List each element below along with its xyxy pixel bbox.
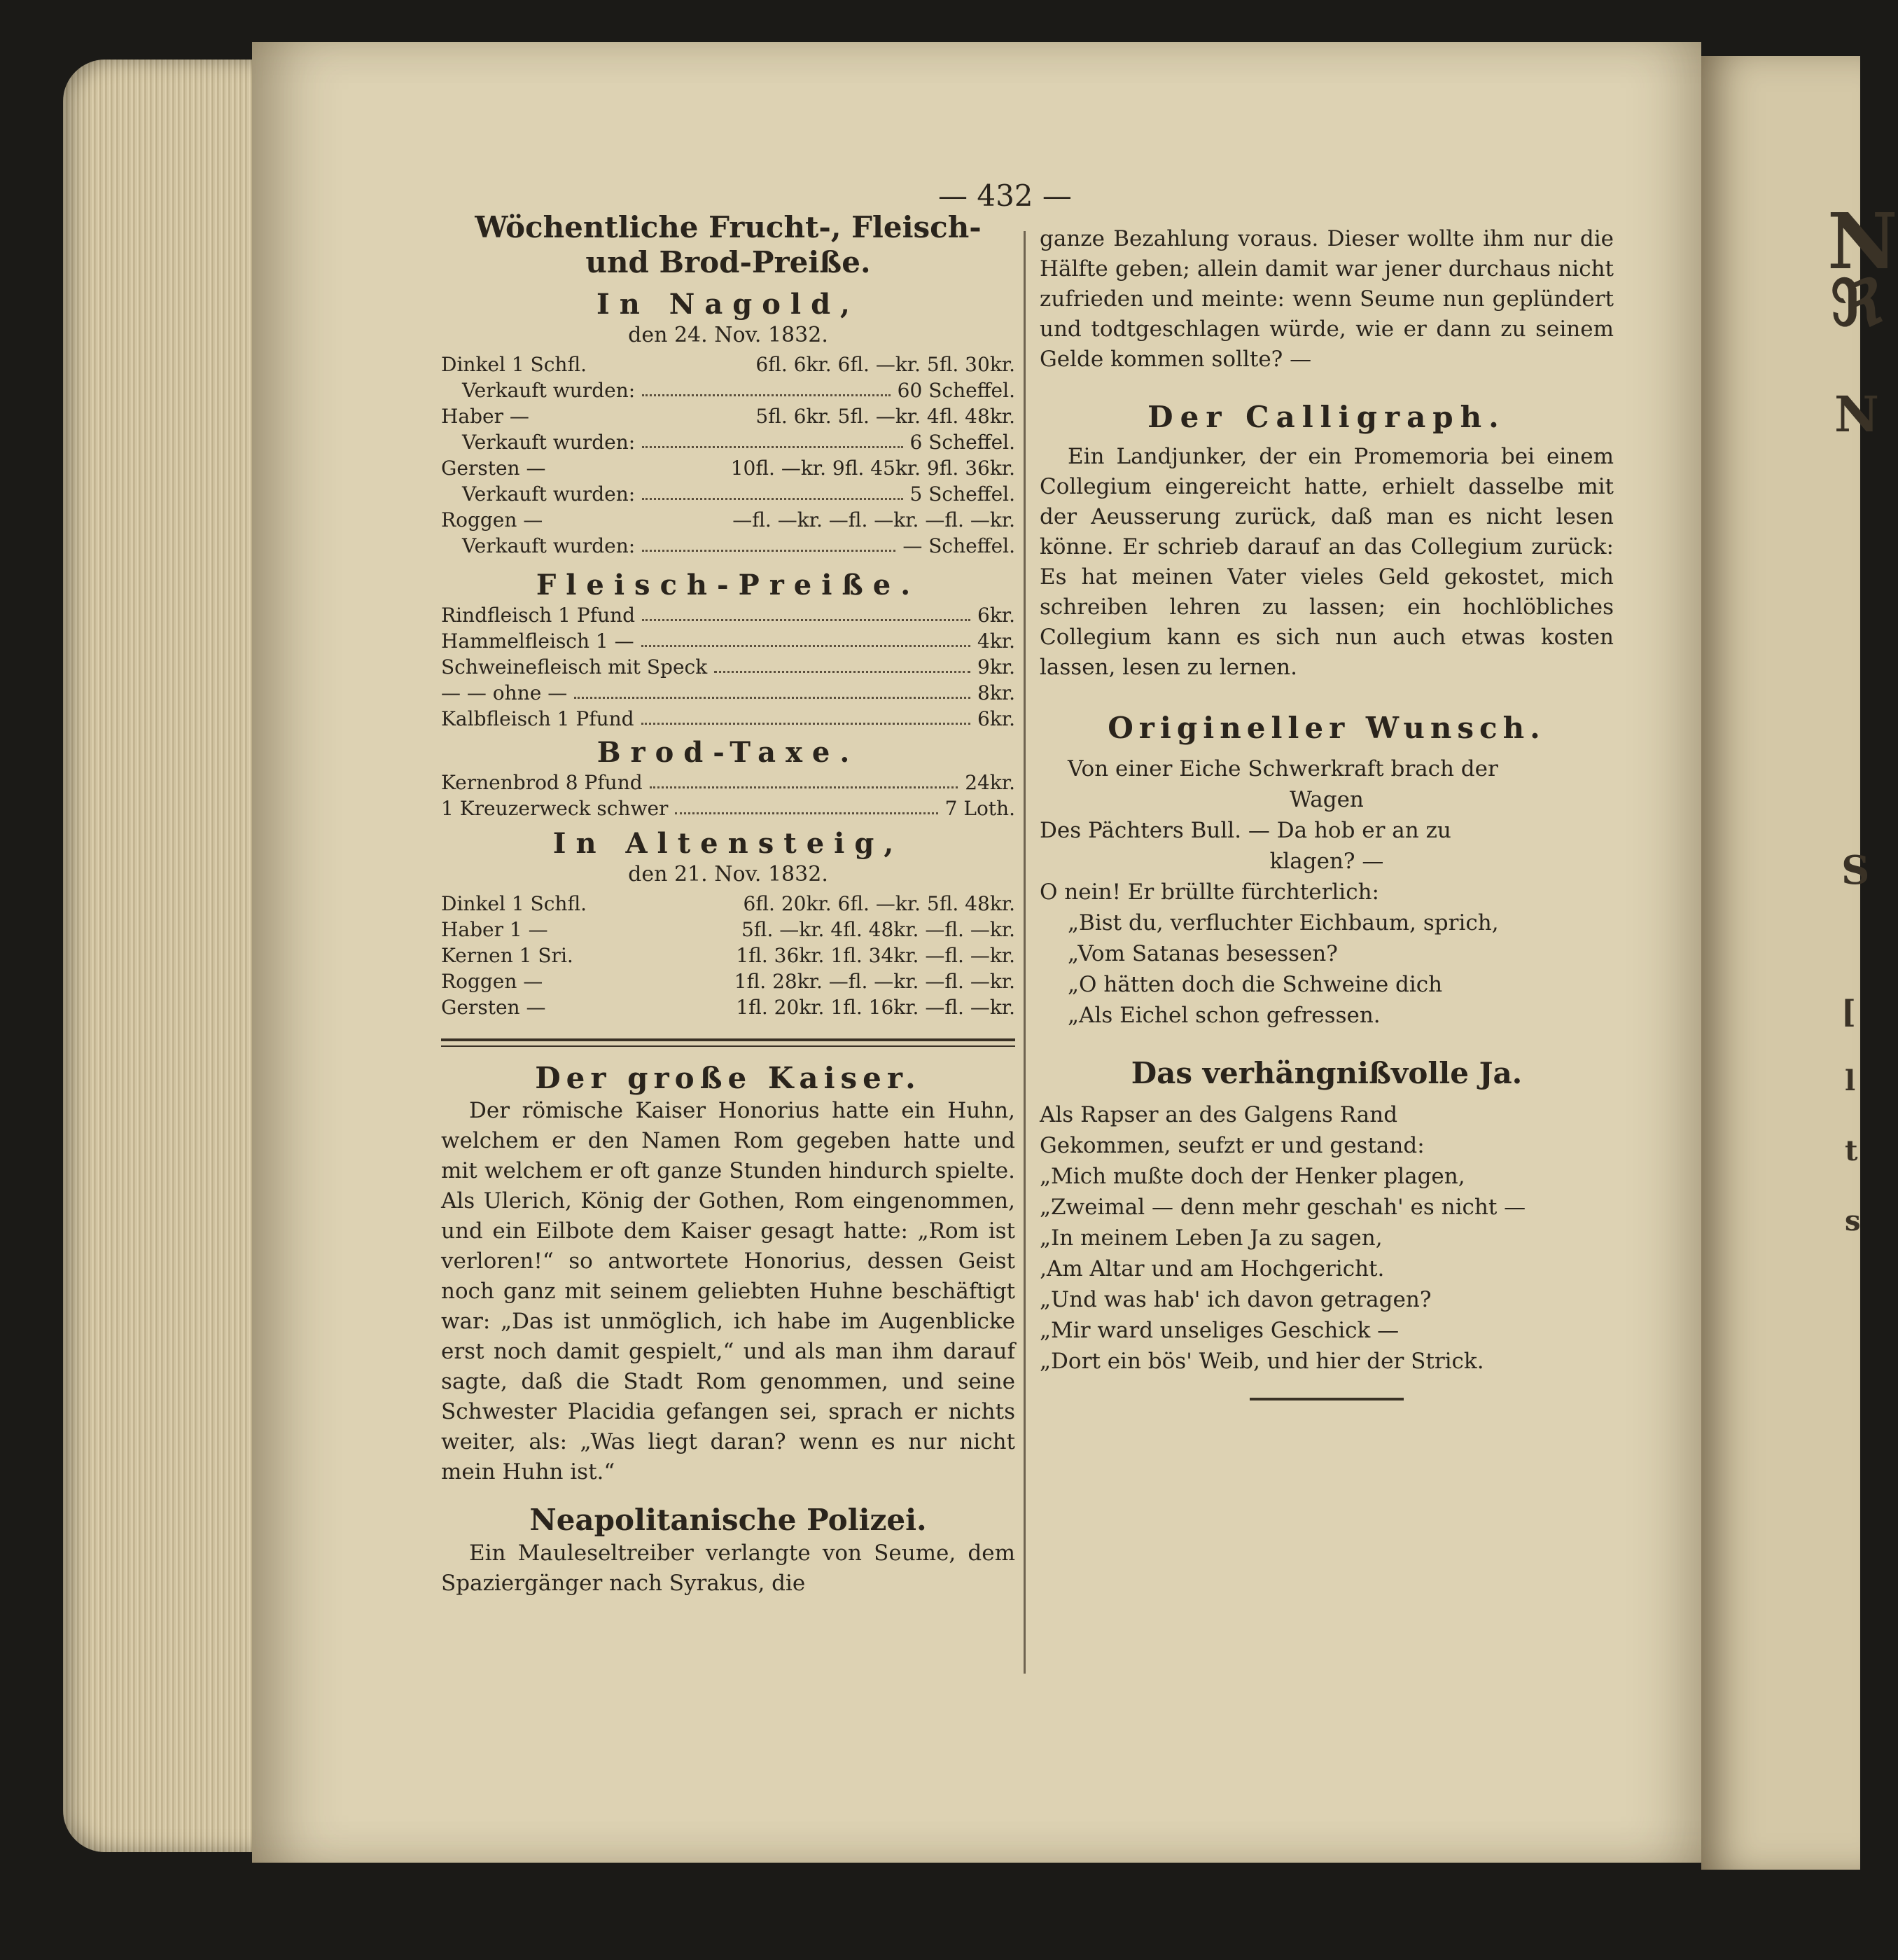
row-label: Haber — <box>441 404 529 428</box>
row-label: Verkauft wurden: <box>462 534 636 557</box>
row-value: 6kr. <box>977 707 1015 730</box>
ja-poem <box>1040 1099 1614 1377</box>
price-row <box>441 429 1015 455</box>
next-page-letter: N <box>1834 385 1879 443</box>
row-value: — Scheffel. <box>902 534 1015 557</box>
page-number: — 432 — <box>938 179 1072 213</box>
nagold-price-table <box>441 352 1015 559</box>
poem-line: „Mich mußte doch der Henker plagen, <box>1040 1164 1465 1190</box>
dot-leader <box>574 680 970 699</box>
poem-line: „Vom Satanas besessen? <box>1068 940 1338 966</box>
row-value: 5fl. 6kr. 5fl. —kr. 4fl. 48kr. <box>755 404 1015 428</box>
left-column <box>441 210 1015 1599</box>
price-row <box>441 377 1015 403</box>
price-row <box>441 968 1015 994</box>
row-label: Verkauft wurden: <box>462 430 636 454</box>
price-row <box>441 917 1015 943</box>
next-page-letter: ℜ <box>1831 266 1883 340</box>
dot-leader <box>641 706 970 725</box>
price-row <box>441 994 1015 1020</box>
kaiser-heading: Der große Kaiser. <box>535 1060 921 1095</box>
row-label: Haber 1 — <box>441 917 548 941</box>
row-value: 1fl. 36kr. 1fl. 34kr. —fl. —kr. <box>736 943 1015 967</box>
poem-line: Gekommen, seufzt er und gestand: <box>1040 1133 1425 1159</box>
brod-heading: Brod-Taxe. <box>596 735 860 769</box>
row-label: Dinkel 1 Schfl. <box>441 352 587 376</box>
row-value: 5fl. —kr. 4fl. 48kr. —fl. —kr. <box>741 917 1015 941</box>
row-value: 24kr. <box>965 770 1015 794</box>
price-row <box>441 533 1015 559</box>
ja-heading: Das verhängnißvolle Ja. <box>1131 1055 1523 1090</box>
calligraph-text: Ein Landjunker, der ein Promemoria bei einem Collegium eingereicht hatte, erhielt dasselbe mit der Aeusserung zurück, daß man es nicht lesen könne. Er schrieb darauf an das Collegium zurück: Es hat meinen Vater vieles Geld gekostet, mich schreiben lehren zu lassen; ein hochlöbliches Collegium kann es sich nun auch etwas kosten lassen, lesen zu lernen. <box>1040 444 1614 681</box>
poem-line: Des Pächters Bull. — Da hob er an zu <box>1040 817 1451 843</box>
next-page-letter: S <box>1841 847 1870 894</box>
price-row <box>441 403 1015 429</box>
kaiser-text: Der römische Kaiser Honorius hatte ein Huhn, welchem er den Namen Rom gegeben hatte und mit welchem er oft ganze Stunden hindurch spielte. Als Ulerich, König der Gothen, Rom eingenommen, und ein Eilbote dem Kaiser gesagt hatte: „Rom ist verloren!“ so antwortete Honorius, dessen Geist noch ganz mit seinem geliebten Huhne beschäftigt war: „Das ist unmöglich, ich habe im Augenblicke erst noch damit gespielt,“ und als man ihm darauf sagte, daß die Stadt Rom genommen, und seine Schwester Placidia gefangen sei, sprach er nichts weiter, als: „Was liegt daran? wenn es nur nicht mein Huhn ist.“ <box>441 1098 1015 1485</box>
polizei-heading: Neapolitanische Polizei. <box>529 1503 927 1538</box>
column-divider <box>1024 231 1026 1674</box>
poem-line: Als Rapser an des Galgens Rand <box>1040 1102 1398 1128</box>
poem-line: „Zweimal — denn mehr geschah' es nicht — <box>1040 1195 1526 1221</box>
row-label: Schweinefleisch mit Speck <box>441 655 708 679</box>
spacer <box>1040 435 1614 442</box>
price-row <box>441 352 1015 377</box>
next-page-letter: l <box>1845 1064 1856 1097</box>
price-row <box>441 891 1015 917</box>
price-row <box>441 654 1015 680</box>
dot-leader <box>650 770 958 788</box>
row-label: Kernen 1 Sri. <box>441 943 573 967</box>
row-label: Verkauft wurden: <box>462 378 636 402</box>
price-row <box>441 706 1015 732</box>
poem-line: Von einer Eiche Schwerkraft brach der <box>1068 756 1498 781</box>
poem-line: O nein! Er brüllte fürchterlich: <box>1040 879 1379 905</box>
polizei-text: Ein Mauleseltreiber verlangte von Seume, dem Spaziergänger nach Syrakus, die <box>441 1540 1015 1596</box>
altensteig-date: den 21. Nov. 1832. <box>628 861 828 887</box>
dot-leader <box>641 628 970 647</box>
dot-leader <box>675 795 937 814</box>
altensteig-price-table <box>441 891 1015 1020</box>
nagold-heading: In Nagold, <box>596 287 860 321</box>
dot-leader <box>642 602 970 621</box>
spacer <box>1040 683 1614 711</box>
dot-leader <box>642 533 895 552</box>
row-value: 7 Loth. <box>944 796 1015 820</box>
row-value: 6 Scheffel. <box>909 430 1015 454</box>
poem-line: „Mir ward unseliges Geschick — <box>1040 1318 1400 1344</box>
row-label: Gersten — <box>441 995 546 1019</box>
row-label: Kalbfleisch 1 Pfund <box>441 707 634 730</box>
poem-line: „O hätten doch die Schweine dich <box>1068 971 1443 997</box>
row-value: 4kr. <box>977 629 1015 653</box>
row-value: 6fl. 20kr. 6fl. —kr. 5fl. 48kr. <box>743 891 1015 915</box>
continued-text: ganze Bezahlung voraus. Dieser wollte ihm nur die Hälfte geben; allein damit war jener durchaus nicht zufrieden und meinte: wenn Seume nun geplündert und todtgeschlagen würde, wie er dann zu seinem Gelde kommen sollte? — <box>1040 226 1614 372</box>
poem-line: Wagen <box>1290 786 1364 812</box>
price-row <box>441 943 1015 968</box>
row-label: Verkauft wurden: <box>462 482 636 506</box>
row-value: 1fl. 28kr. —fl. —kr. —fl. —kr. <box>734 969 1015 993</box>
price-row <box>441 481 1015 507</box>
next-page-letter: [ <box>1841 994 1856 1030</box>
poem-line: klagen? — <box>1269 848 1384 874</box>
row-value: 8kr. <box>977 681 1015 704</box>
row-label: Roggen — <box>441 969 543 993</box>
next-page-letter: N <box>1827 196 1898 286</box>
poem-line: „Dort ein bös' Weib, und hier der Strick. <box>1040 1349 1484 1375</box>
row-value: 9kr. <box>977 655 1015 679</box>
row-label: Gersten — <box>441 456 546 480</box>
price-row <box>441 628 1015 654</box>
price-row <box>441 680 1015 706</box>
row-label: Kernenbrod 8 Pfund <box>441 770 643 794</box>
poem-line: ‚Am Altar und am Hochgericht. <box>1040 1256 1385 1282</box>
wunsch-heading: Origineller Wunsch. <box>1108 711 1546 746</box>
row-value: 6kr. <box>977 603 1015 627</box>
price-row <box>441 507 1015 533</box>
prices-heading: Wöchentliche Frucht-, Fleisch- und Brod-Preiße. <box>475 210 982 280</box>
row-label: Hammelfleisch 1 — <box>441 629 634 653</box>
altensteig-heading: In Altensteig, <box>552 826 904 860</box>
next-page-letter: s <box>1845 1204 1861 1237</box>
row-label: 1 Kreuzerweck schwer <box>441 796 669 820</box>
book-page-edges <box>63 60 273 1852</box>
price-row <box>441 602 1015 628</box>
next-page-edge <box>1701 56 1898 1870</box>
row-label: Rindfleisch 1 Pfund <box>441 603 636 627</box>
nagold-date: den 24. Nov. 1832. <box>628 322 828 347</box>
row-value: 1fl. 20kr. 1fl. 16kr. —fl. —kr. <box>736 995 1015 1019</box>
spacer <box>1040 1091 1614 1099</box>
row-label: — — ohne — <box>441 681 568 704</box>
row-value: 5 Scheffel. <box>909 482 1015 506</box>
dot-leader <box>642 481 902 500</box>
dot-leader <box>714 654 970 673</box>
spacer <box>1040 375 1614 400</box>
price-row <box>441 795 1015 821</box>
row-label: Dinkel 1 Schfl. <box>441 891 587 915</box>
row-label: Roggen — <box>441 508 543 531</box>
spacer <box>1040 1031 1614 1056</box>
brod-price-table <box>441 770 1015 821</box>
dot-leader <box>642 429 902 448</box>
poem-line: „Bist du, verfluchter Eichbaum, sprich, <box>1068 910 1499 936</box>
poem-line: „In meinem Leben Ja zu sagen, <box>1040 1225 1383 1251</box>
section-rule <box>441 1038 1015 1047</box>
next-page-letter: t <box>1845 1134 1858 1167</box>
calligraph-heading: Der Calligraph. <box>1147 400 1506 434</box>
fleisch-price-table <box>441 602 1015 732</box>
price-row <box>441 770 1015 795</box>
price-row <box>441 455 1015 481</box>
end-rule <box>1250 1398 1404 1401</box>
row-value: —fl. —kr. —fl. —kr. —fl. —kr. <box>732 508 1015 531</box>
spacer <box>1040 746 1614 753</box>
row-value: 10fl. —kr. 9fl. 45kr. 9fl. 36kr. <box>730 456 1015 480</box>
spacer <box>441 1487 1015 1503</box>
fleisch-heading: Fleisch-Preiße. <box>536 568 921 602</box>
poem-line: „Und was hab' ich davon getragen? <box>1040 1287 1432 1313</box>
row-value: 60 Scheffel. <box>897 378 1015 402</box>
poem-line: „Als Eichel schon gefressen. <box>1068 1002 1381 1028</box>
dot-leader <box>642 377 891 396</box>
wunsch-poem <box>1040 753 1614 1031</box>
right-column <box>1040 224 1614 1401</box>
row-value: 6fl. 6kr. 6fl. —kr. 5fl. 30kr. <box>755 352 1015 376</box>
